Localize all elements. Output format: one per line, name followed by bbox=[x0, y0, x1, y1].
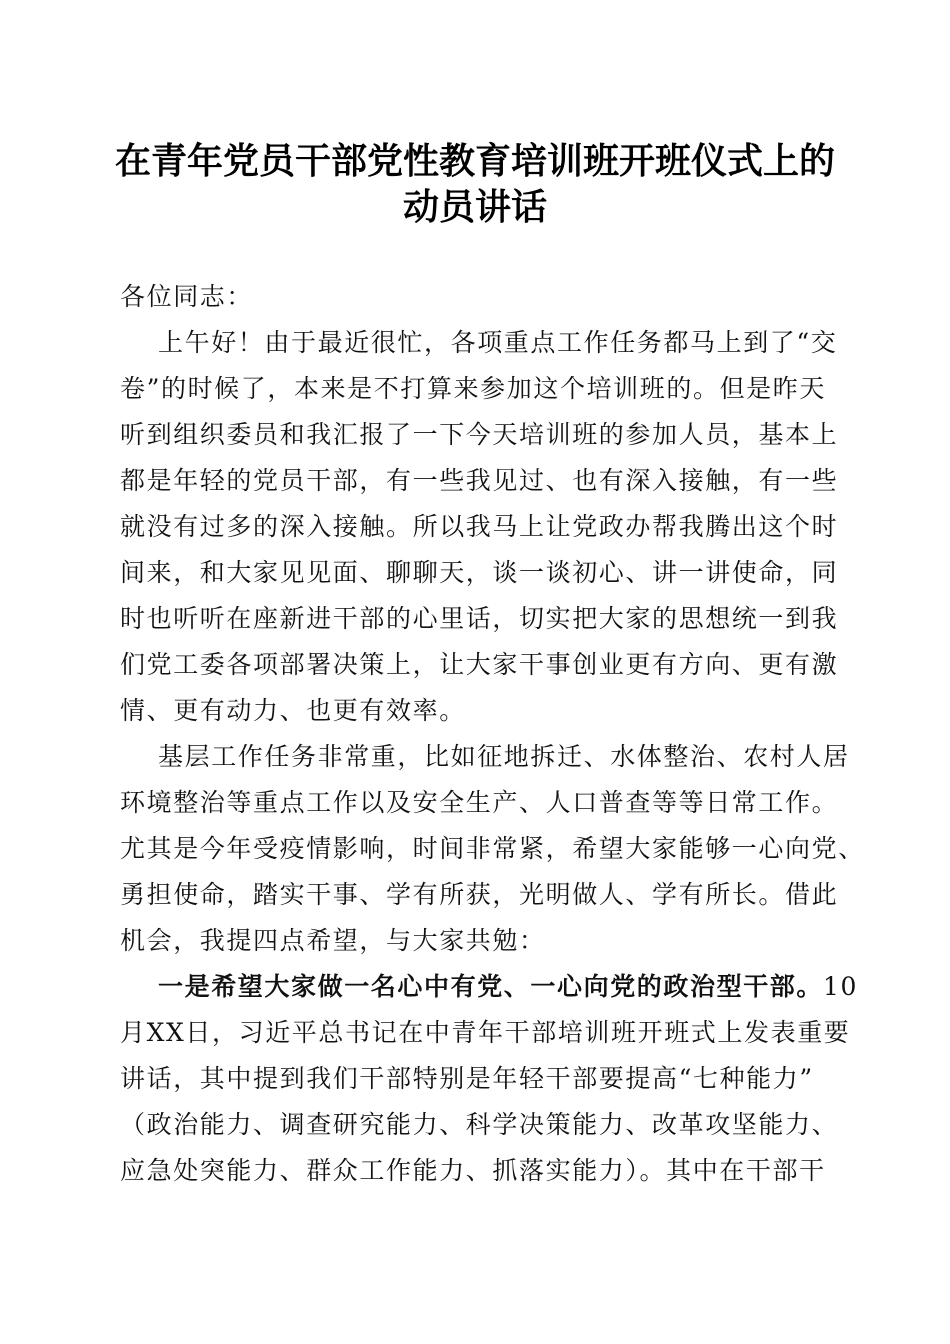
paragraph-1-line: 间来，和大家见见面、聊聊天，谈一谈初心、讲一讲使命，同 bbox=[120, 558, 839, 587]
paragraph-1-line: 听到组织委员和我汇报了一下今天培训班的参加人员，基本上 bbox=[120, 420, 839, 449]
paragraph-2-line: 勇担使命，踏实干事、学有所获，光明做人、学有所长。借此 bbox=[120, 880, 839, 909]
paragraph-3-line: 月XX日，习近平总书记在中青年干部培训班开班式上发表重要 bbox=[120, 1018, 851, 1047]
paragraph-3-first-line bbox=[158, 964, 859, 1010]
paragraph-3-line: 讲话，其中提到我们干部特别是年轻干部要提高“七种能力” bbox=[120, 1064, 814, 1093]
paragraph-3-line: 应急处突能力、群众工作能力、抓落实能力）。其中在干部干 bbox=[120, 1156, 826, 1185]
paragraph-2-line: 机会，我提四点希望，与大家共勉： bbox=[120, 926, 546, 955]
document-title-line-1: 在青年党员干部党性教育培训班开班仪式上的 bbox=[114, 140, 835, 182]
paragraph-1-line: 就没有过多的深入接触。所以我马上让党政办帮我腾出这个时 bbox=[120, 512, 839, 541]
paragraph-1-line: 们党工委各项部署决策上，让大家干事创业更有方向、更有激 bbox=[120, 650, 839, 679]
paragraph-1-line: 都是年轻的党员干部，有一些我见过、也有深入接触，有一些 bbox=[120, 466, 839, 495]
paragraph-3-date-start: 10 bbox=[823, 972, 859, 1001]
paragraph-2-line: 尤其是今年受疫情影响，时间非常紧，希望大家能够一心向党、 bbox=[120, 834, 865, 863]
paragraph-1-line: 情、更有动力、也更有效率。 bbox=[120, 696, 466, 725]
paragraph-3-line: （政治能力、调查研究能力、科学决策能力、改革攻坚能力、 bbox=[120, 1110, 839, 1139]
paragraph-2-line: 基层工作任务非常重，比如征地拆迁、水体整治、农村人居 bbox=[158, 742, 850, 771]
paragraph-3-heading: 一是希望大家做一名心中有党、一心向党的政治型干部。 bbox=[158, 972, 824, 1001]
salutation: 各位同志： bbox=[120, 282, 254, 311]
document-title-line-2: 动员讲话 bbox=[402, 186, 547, 228]
paragraph-1-line: 卷”的时候了，本来是不打算来参加这个培训班的。但是昨天 bbox=[120, 374, 826, 403]
paragraph-2-line: 环境整治等重点工作以及安全生产、人口普查等等日常工作。 bbox=[120, 788, 839, 817]
paragraph-1-line: 时也听听在座新进干部的心里话，切实把大家的思想统一到我 bbox=[120, 604, 839, 633]
paragraph-1-line: 上午好！由于最近很忙，各项重点工作任务都马上到了“交 bbox=[158, 328, 838, 357]
